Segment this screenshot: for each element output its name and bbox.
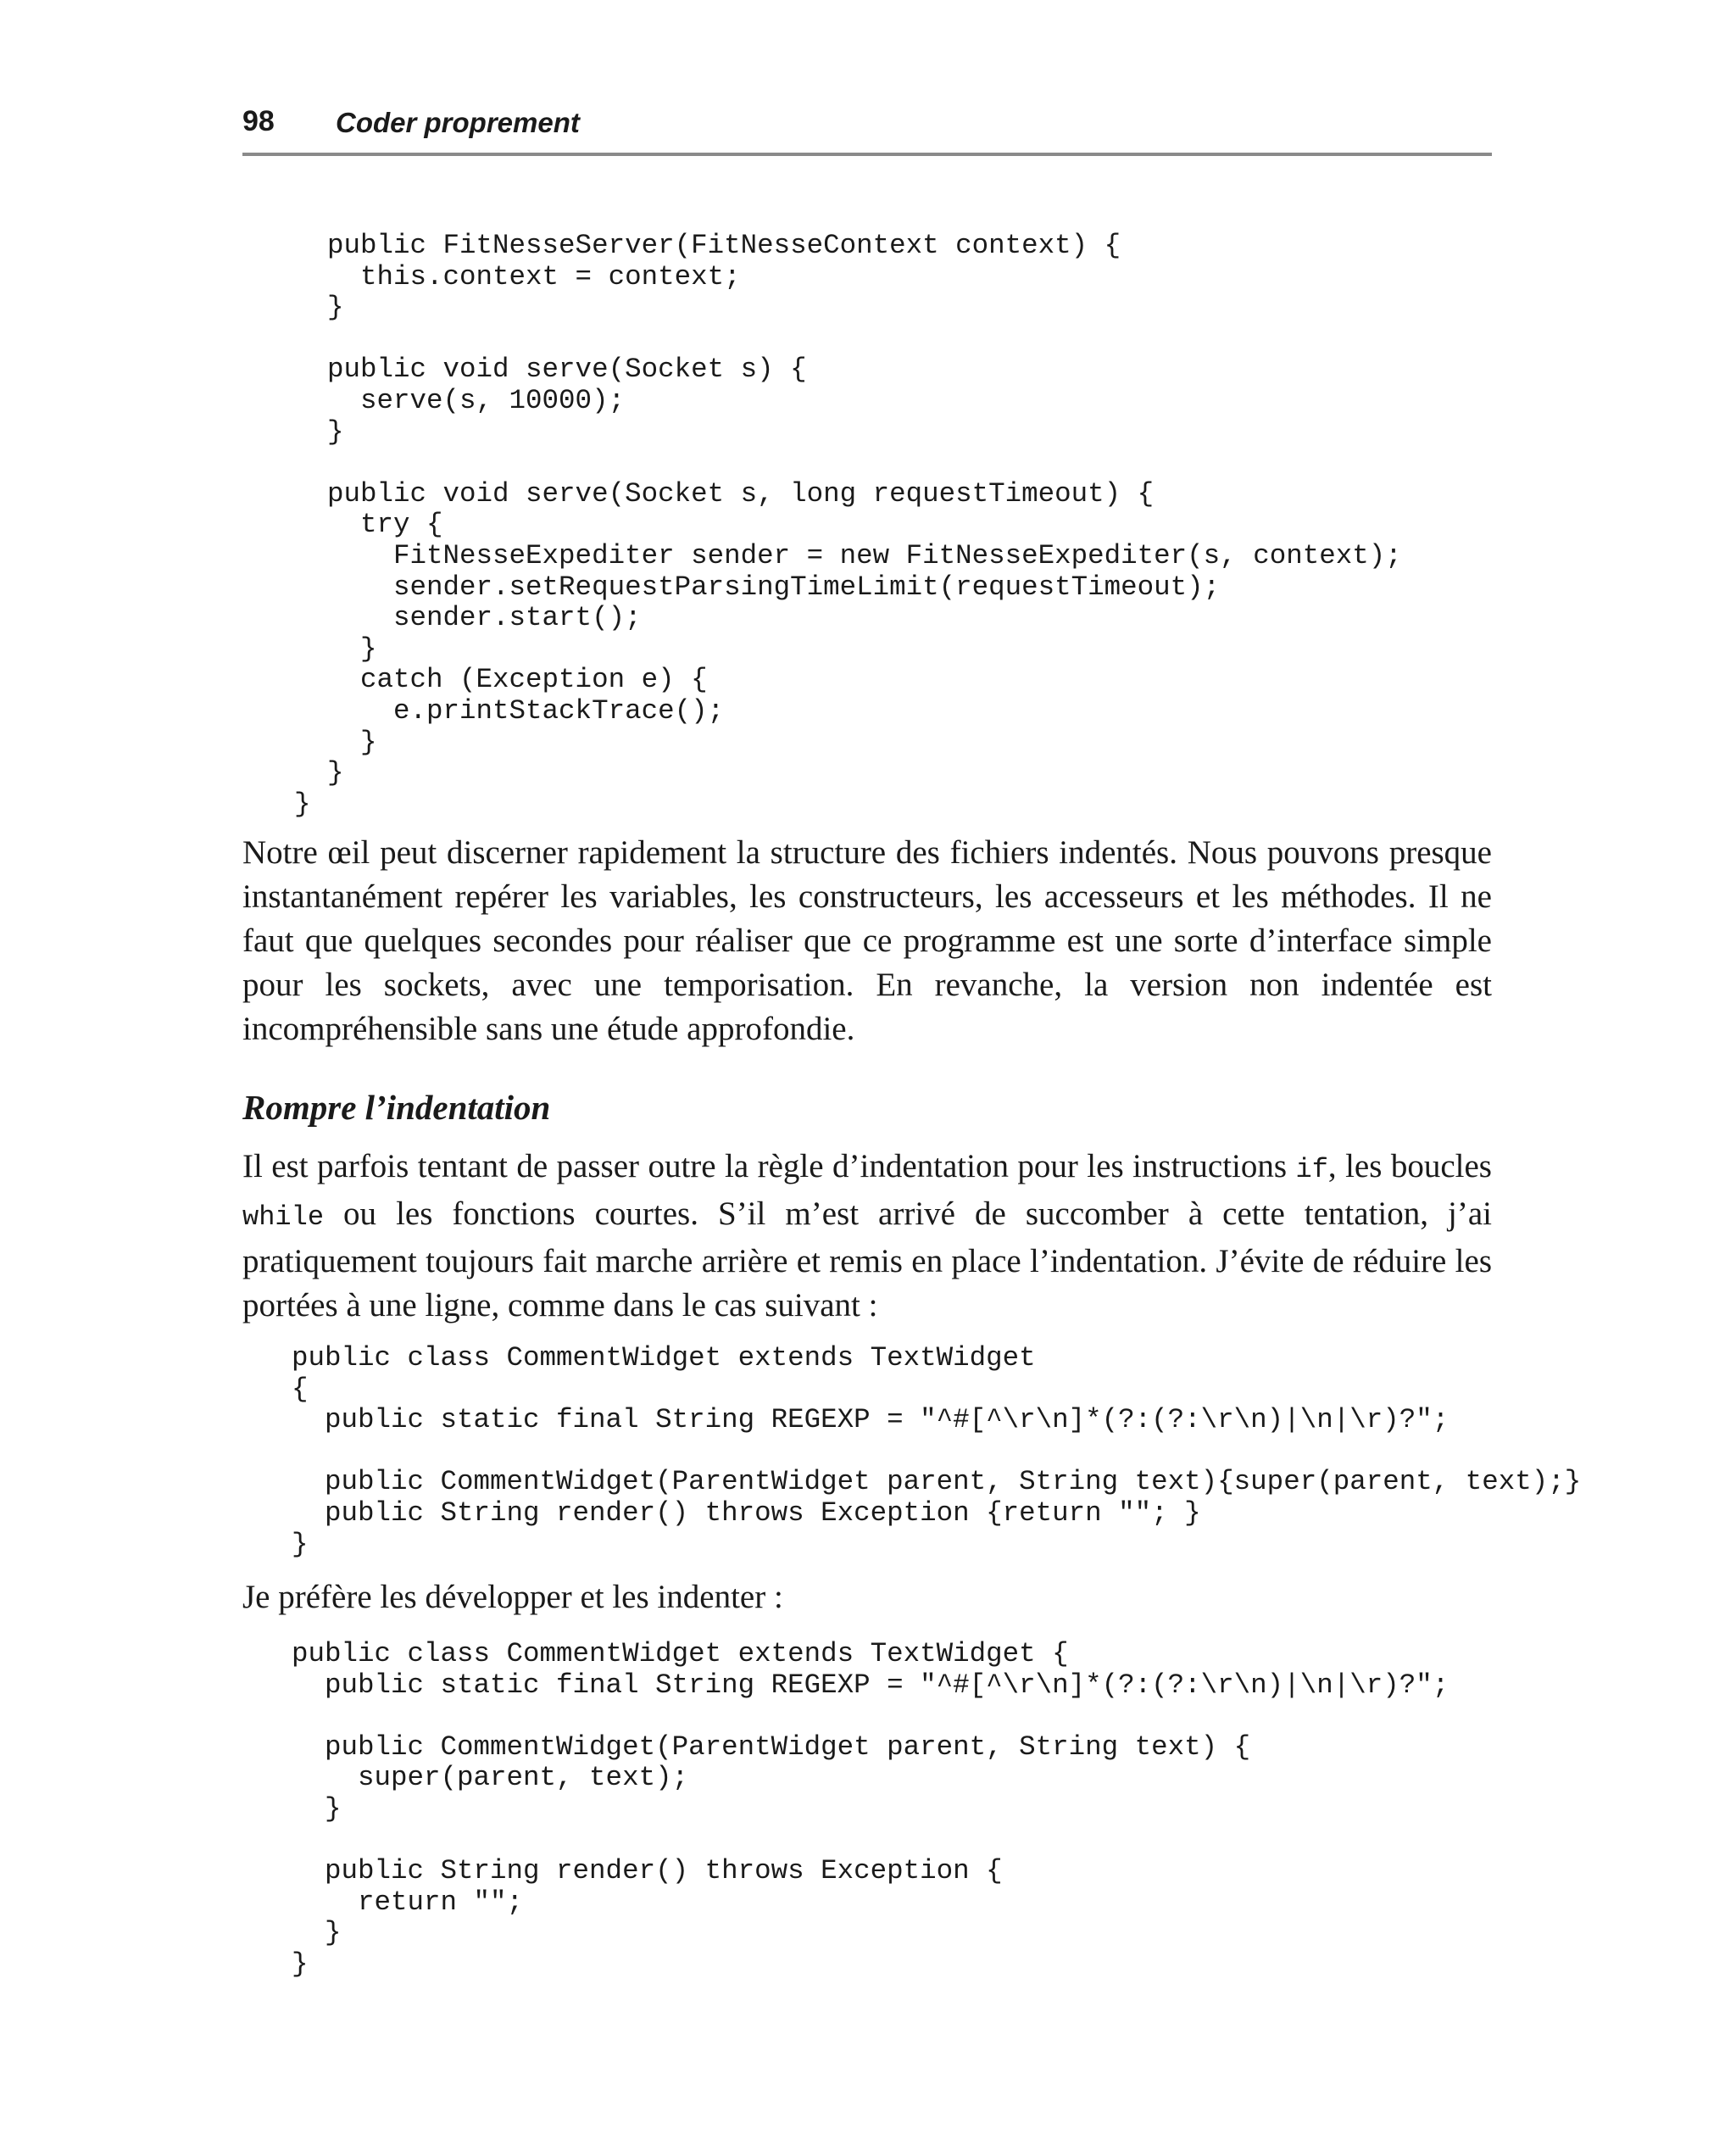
paragraph-prefer-indent: Je préfère les développer et les indenter : <box>242 1579 783 1615</box>
page-number: 98 <box>242 105 275 137</box>
paragraph-indentation-readability: Notre œil peut discerner rapidement la structure des fichiers indentés. Nous pouvons presque instantanément repérer les variables, les constructeurs, les accesseurs et les méthodes. Il ne faut que quelques secondes pour réaliser que ce programme est une sorte d’interface simple pour les sockets, avec une temporisation. En revanche, la version non indentée est incompréhensible sans une étude approfondie. <box>242 834 1492 1047</box>
code-block-fitnesse-server: public FitNesseServer(FitNesseContext context) { this.context = context; } public void serve(Socket s) { serve(s, 10000); } public void serve(Socket s, long requestTimeout) { try { FitNesseExpediter sender = new FitNesseExpediter(s, context); sender.setRequestParsingTimeLimit(requestTimeout); sender.start(); } catch (Exception e) { e.printStackTrace(); } } } <box>294 230 1402 820</box>
inline-code-while: while <box>242 1201 325 1233</box>
page-header <box>242 100 1492 156</box>
code-block-comment-widget-compact: public class CommentWidget extends TextWidget { public static final String REGEXP = "^#[^\r\n]*(?:(?:\r\n)|\n|\r)?"; public CommentWidget(ParentWidget parent, String text){super(parent, text);} public String render() throws Exception {return ""; } } <box>292 1342 1582 1560</box>
paragraph-text: ou les fonctions courtes. S’il m’est arrivé de succomber à cette tentation, j’ai pratiquement toujours fait marche arrière et remis en place l’indentation. J’évite de réduire les portées à une ligne, comme dans le cas suivant : <box>242 1195 1492 1324</box>
running-title: Coder proprement <box>336 107 580 138</box>
code-block-comment-widget-indented: public class CommentWidget extends TextWidget { public static final String REGEXP = "^#[^\r\n]*(?:(?:\r\n)|\n|\r)?"; public CommentWidget(ParentWidget parent, String text) { super(parent, text); } public String render() throws Exception { return ""; } } <box>292 1638 1449 1980</box>
paragraph-text: , les boucles <box>1327 1148 1492 1184</box>
paragraph-breaking-indentation <box>242 1145 1492 1328</box>
paragraph-text: Il est parfois tentant de passer outre la règle d’indentation pour les instructions <box>242 1148 1296 1184</box>
inline-code-if: if <box>1295 1154 1328 1185</box>
section-heading: Rompre l’indentation <box>242 1088 551 1127</box>
